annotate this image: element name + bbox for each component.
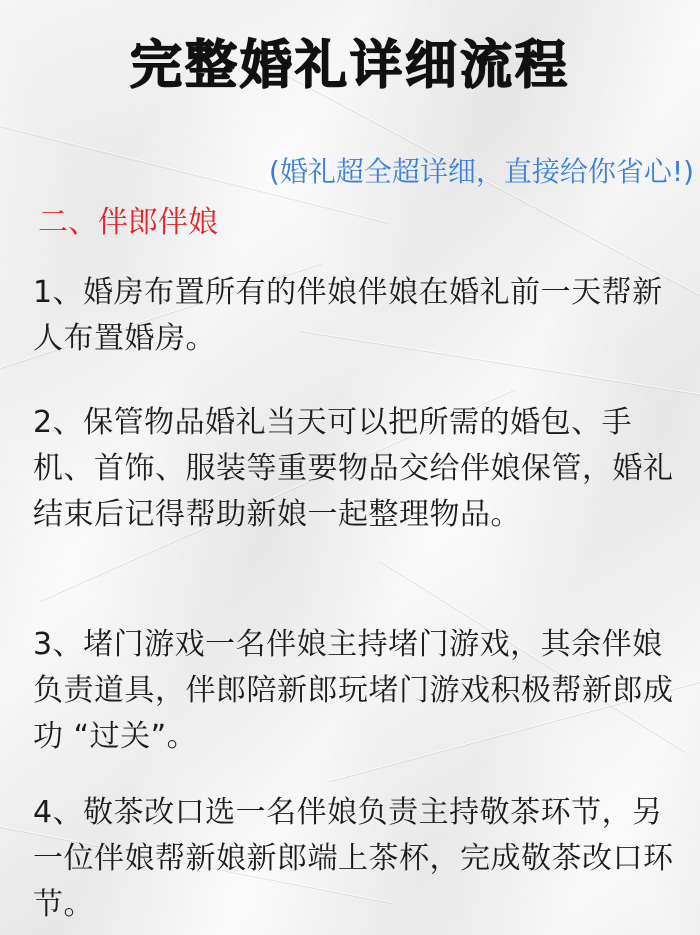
list-item: 4、敬茶改口选一名伴娘负责主持敬茶环节，另一位伴娘帮新娘新郎端上茶杯，完成敬茶改口环节。 <box>33 795 674 922</box>
section-heading: 二、伴郎伴娘 <box>38 205 218 240</box>
list-item: 3、堵门游戏一名伴娘主持堵门游戏，其余伴娘负责道具，伴郎陪新郎玩堵门游戏积极帮新郎成功 “过关”。 <box>33 627 674 754</box>
list-item: 2、保管物品婚礼当天可以把所需的婚包、手机、首饰、服装等重要物品交给伴娘保管，婚礼结束后记得帮助新娘一起整理物品。 <box>33 405 674 532</box>
subtitle: (婚礼超全超详细，直接给你省心!) <box>268 155 694 188</box>
page-title: 完整婚礼详细流程 <box>129 36 570 96</box>
list-item: 1、婚房布置所有的伴娘伴娘在婚礼前一天帮新人布置婚房。 <box>33 275 663 356</box>
